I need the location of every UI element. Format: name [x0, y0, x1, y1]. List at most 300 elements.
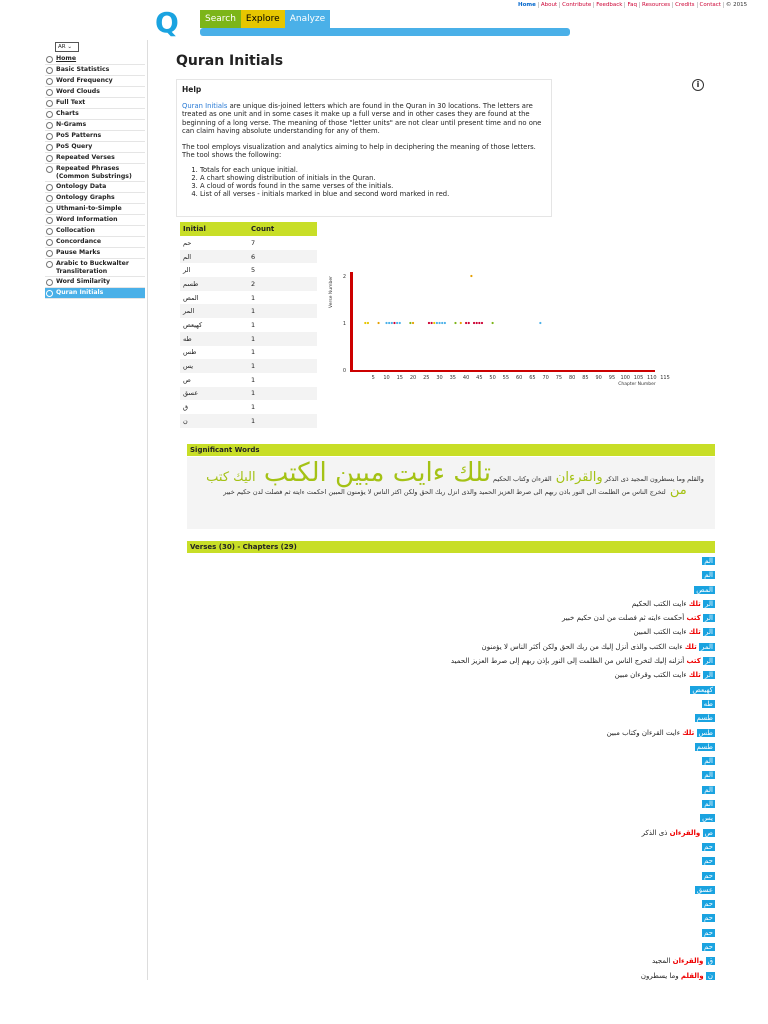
cloud-word: من	[619, 488, 630, 496]
count-cell: 1	[248, 359, 317, 373]
bullet-icon	[46, 279, 53, 286]
cloud-word: ءايت	[384, 458, 445, 488]
verse-row	[187, 597, 715, 611]
sidebar-item-5[interactable]	[45, 109, 145, 120]
verse-row	[187, 883, 715, 897]
x-tick-label: 15	[396, 375, 403, 381]
data-point	[399, 322, 401, 324]
sidebar-item-0[interactable]	[45, 54, 145, 65]
verse-initial: حم	[704, 943, 713, 952]
data-point	[393, 322, 395, 324]
table-row	[180, 346, 317, 360]
initial-cell: المص	[183, 293, 199, 302]
sidebar-item-2[interactable]	[45, 76, 145, 87]
help-paragraph-1	[182, 102, 546, 135]
sidebar-item-label: Word Clouds	[56, 88, 100, 95]
page-title: Quran Initials	[176, 53, 284, 69]
initial-cell: حم	[183, 238, 192, 247]
sidebar-item-label: Word Information	[56, 216, 118, 223]
verse-row	[187, 640, 715, 654]
sidebar-item-label: Arabic to Buckwalter Transliteration	[56, 260, 129, 275]
initial-cell: يس	[180, 359, 248, 373]
verse-row	[187, 625, 715, 639]
language-select-value: AR	[58, 44, 66, 50]
bullet-icon	[46, 206, 53, 213]
verse-row	[187, 683, 715, 697]
top-link-4[interactable]: Faq	[624, 2, 639, 8]
top-link-2[interactable]: Contribute	[559, 2, 593, 8]
verse-initial: الم	[704, 785, 713, 794]
verse-second-word: والقلم	[680, 971, 704, 980]
cloud-word: الذكر	[602, 475, 619, 483]
tab-bar	[200, 28, 570, 36]
sidebar-item-20[interactable]	[45, 288, 145, 299]
cloud-word: لدن	[250, 488, 263, 496]
data-point	[412, 322, 414, 324]
verses-list	[187, 554, 715, 983]
top-link-5[interactable]: Resources	[639, 2, 672, 8]
verse-row	[187, 811, 715, 825]
sidebar-item-17[interactable]	[45, 248, 145, 259]
cloud-word: لتخرج	[647, 488, 666, 496]
verses-header: Verses (30) - Chapters (29)	[187, 541, 715, 553]
bullet-icon	[46, 228, 53, 235]
sidebar-item-label: PoS Query	[56, 143, 93, 150]
data-point	[367, 322, 369, 324]
verse-second-word: تلك	[688, 599, 701, 608]
header-count: Count	[248, 222, 317, 236]
word-cloud	[205, 458, 705, 498]
verse-text: المجيد	[651, 957, 673, 966]
sidebar-item-7[interactable]	[45, 131, 145, 142]
help-list-item: 4. List of all verses - initials marked in blue and second word marked in red.	[200, 190, 546, 198]
verse-initial: المص	[696, 585, 713, 594]
verse-text: ءايت الكتب المبين	[633, 628, 689, 637]
verse-row	[187, 954, 715, 968]
cloud-word: صرط	[514, 488, 532, 496]
initial-cell: الر	[183, 266, 191, 275]
help-list	[182, 166, 546, 198]
initial-cell: طس	[183, 348, 197, 357]
sidebar-item-label: Collocation	[56, 227, 95, 234]
info-icon[interactable]: i	[692, 79, 704, 91]
verse-row	[187, 940, 715, 954]
help-text-1: are unique dis-joined letters which are found in the Quran in 30 locations. The letters are treated as one unit and in some cases it make up a full verse and in other cases they are found at the beginning of a long verse. The meaning of those "letter units" are not clear until present time and no one can claim having absolute understanding for any of them.	[182, 102, 542, 135]
bullet-icon	[46, 166, 53, 173]
y-tick-label: 2	[342, 274, 346, 280]
cloud-word: خبير	[223, 488, 235, 496]
verse-second-word: تلك	[684, 642, 697, 651]
verse-initial: طه	[703, 699, 713, 708]
table-row	[180, 277, 317, 291]
verse-row	[187, 768, 715, 782]
verse-second-word: كتب	[686, 614, 701, 623]
data-point	[396, 322, 398, 324]
cloud-word: ءايته	[290, 488, 305, 496]
data-point	[385, 322, 387, 324]
verse-second-word: كتب	[686, 657, 701, 666]
verse-row	[187, 554, 715, 568]
verse-text: وما يسطرون	[640, 971, 681, 980]
cloud-word: المبين	[326, 488, 345, 496]
data-point	[391, 322, 393, 324]
sidebar-item-label: Charts	[56, 110, 79, 117]
x-tick-label: 20	[409, 375, 417, 381]
cloud-word: ربهم	[542, 488, 557, 496]
x-tick-label: 60	[515, 375, 523, 381]
sidebar-item-18[interactable]	[45, 259, 145, 277]
x-tick-label: 40	[462, 375, 470, 381]
cloud-word: الظلمت	[596, 488, 620, 496]
sidebar-item-6[interactable]	[45, 120, 145, 131]
sidebar	[45, 42, 145, 299]
bullet-icon	[46, 155, 53, 162]
count-cell: 1	[251, 293, 256, 302]
initial-cell: طسم	[180, 277, 248, 291]
bullet-icon	[46, 195, 53, 202]
sidebar-item-label: Quran Initials	[56, 289, 104, 296]
bullet-icon	[46, 111, 53, 118]
data-point	[444, 322, 446, 324]
verse-second-word: تلك	[688, 671, 701, 680]
verse-text: ءايت الكتب والذى أنزل إليك من ربك الحق ولكن أكثر الناس لا يؤمنون	[481, 642, 685, 651]
verse-initial: حم	[704, 871, 713, 880]
sidebar-item-label: Repeated Phrases (Common Substrings)	[56, 165, 132, 180]
sidebar-item-label: Full Text	[56, 99, 86, 106]
x-tick-label: 5	[371, 375, 375, 381]
sidebar-item-label: Ontology Data	[56, 183, 107, 190]
tab-analyze[interactable]: Analyze	[285, 10, 330, 28]
x-tick-label: 90	[595, 375, 602, 381]
sidebar-item-label: Word Similarity	[56, 278, 111, 285]
verse-row	[187, 611, 715, 625]
verse-row	[187, 697, 715, 711]
sidebar-item-label: PoS Patterns	[56, 132, 102, 139]
verse-initial: حم	[704, 928, 713, 937]
cloud-word: وكتاب	[510, 475, 530, 483]
bullet-icon	[46, 122, 53, 129]
x-tick-label: 70	[542, 375, 549, 381]
y-tick-label: 1	[342, 321, 346, 327]
cloud-word: النور	[570, 488, 585, 496]
verse-initial: طسم	[696, 742, 713, 751]
cloud-word: اليك	[229, 470, 256, 485]
sidebar-item-label: Basic Statistics	[56, 66, 110, 73]
verse-initial: الم	[704, 571, 713, 580]
bullet-icon	[46, 144, 53, 151]
y-axis	[350, 272, 353, 370]
cloud-word: الى	[584, 488, 597, 496]
sidebar-item-16[interactable]	[45, 237, 145, 248]
sidebar-item-9[interactable]	[45, 153, 145, 164]
bullet-icon	[46, 89, 53, 96]
sidebar-item-11[interactable]	[45, 182, 145, 193]
top-link-7[interactable]: Contact	[697, 2, 723, 8]
table-row	[180, 236, 317, 250]
verse-initial: حم	[704, 900, 713, 909]
count-cell: 1	[251, 403, 256, 412]
verse-text: ءايت الكتب وقرءان مبين	[614, 671, 689, 680]
table-row	[180, 332, 317, 346]
verse-row	[187, 711, 715, 725]
bullet-icon	[46, 239, 53, 246]
cloud-word: كتب	[206, 470, 230, 485]
cloud-word: والذى	[459, 488, 477, 496]
data-point	[454, 322, 456, 324]
cloud-word: انزل	[445, 488, 460, 496]
cloud-word: مبين	[326, 458, 385, 488]
top-links	[516, 2, 749, 8]
x-tick-label: 45	[476, 375, 483, 381]
sidebar-item-3[interactable]	[45, 87, 145, 98]
tab-search[interactable]: Search	[200, 10, 241, 28]
quran-initials-link[interactable]: Quran Initials	[182, 102, 228, 110]
cloud-word: ولكن	[401, 488, 418, 496]
count-cell: 1	[248, 332, 317, 346]
help-list-item: 2. A chart showing distribution of initials in the Quran.	[200, 174, 546, 182]
verse-initial: حم	[704, 914, 713, 923]
significant-words-header: Significant Words	[187, 444, 715, 456]
data-point	[433, 322, 435, 324]
sidebar-item-label: Concordance	[56, 238, 102, 245]
data-point	[364, 322, 366, 324]
verse-initial: المر	[701, 642, 713, 651]
data-point	[431, 322, 433, 324]
verse-row	[187, 754, 715, 768]
data-point	[460, 322, 462, 324]
cloud-word: تلك	[444, 458, 491, 488]
cloud-word: فصلت	[262, 488, 283, 496]
verse-row	[187, 926, 715, 940]
count-cell: 1	[248, 414, 317, 428]
verse-initial: ص	[704, 828, 713, 837]
table-row	[180, 359, 317, 373]
count-cell: 1	[251, 320, 256, 329]
sidebar-item-13[interactable]	[45, 204, 145, 215]
top-link-3[interactable]: Feedback	[593, 2, 624, 8]
data-point	[478, 322, 480, 324]
cloud-word: الى	[531, 488, 543, 496]
bullet-icon	[46, 250, 53, 257]
initial-cell: كهيعص	[183, 320, 203, 329]
cloud-word: اكثر	[389, 488, 402, 496]
verse-initial: الر	[705, 599, 713, 608]
bullet-icon	[46, 133, 53, 140]
logo[interactable]: Q	[155, 6, 179, 39]
sidebar-item-4[interactable]	[45, 98, 145, 109]
count-cell: 1	[248, 304, 317, 318]
verse-initial: كهيعص	[692, 685, 713, 694]
x-tick-label: 35	[449, 375, 457, 381]
sidebar-divider	[147, 40, 148, 980]
cloud-word: والقرءان	[551, 470, 603, 485]
sidebar-item-19[interactable]	[45, 277, 145, 288]
initial-cell: الم	[180, 250, 248, 264]
x-tick-label: 25	[423, 375, 430, 381]
verse-initial: الم	[704, 557, 713, 565]
cloud-word: يؤمنون	[344, 488, 366, 496]
sidebar-item-label: Repeated Verses	[56, 154, 115, 161]
help-box	[176, 79, 552, 217]
cloud-word: والقلم	[685, 475, 704, 483]
bullet-icon	[46, 67, 53, 74]
bullet-icon	[46, 56, 53, 63]
y-axis-label: Verse Number	[329, 276, 334, 308]
cloud-word: يسطرون	[647, 475, 675, 483]
verse-text: ذى الذكر	[641, 828, 670, 837]
data-point	[539, 322, 541, 324]
data-point	[409, 322, 411, 324]
x-axis	[350, 370, 655, 372]
cloud-word: العزيز	[496, 488, 515, 496]
significant-words-panel	[187, 457, 715, 529]
x-tick-label: 110	[646, 375, 657, 381]
verse-initial: ن	[707, 971, 713, 980]
cloud-word: احكمت	[304, 488, 327, 496]
count-cell: 1	[251, 375, 256, 384]
bullet-icon	[46, 261, 53, 268]
verse-initial: الم	[704, 757, 713, 766]
x-tick-label: 115	[660, 375, 670, 381]
verse-initial: ق	[707, 957, 713, 966]
x-tick-label: 65	[529, 375, 536, 381]
top-link-0[interactable]: Home	[518, 2, 536, 8]
x-tick-label: 105	[633, 375, 644, 381]
sidebar-item-10[interactable]	[45, 164, 145, 182]
verse-row	[187, 654, 715, 668]
initial-cell: ق	[183, 403, 189, 412]
data-point	[481, 322, 483, 324]
top-link-6[interactable]: Credits	[672, 2, 696, 8]
x-tick-label: 80	[568, 375, 576, 381]
x-axis-label: Chapter Number	[618, 382, 656, 387]
language-select[interactable]: AR ⌄	[55, 42, 79, 52]
bullet-icon	[46, 290, 53, 297]
x-tick-label: 50	[489, 375, 496, 381]
tab-explore[interactable]: Explore	[241, 10, 285, 28]
verse-initial: حم	[704, 842, 713, 851]
cloud-word: الناس	[371, 488, 390, 496]
count-cell: 1	[248, 387, 317, 401]
initial-cell: ن	[180, 414, 248, 428]
x-tick-label: 100	[620, 375, 630, 381]
verse-initial: عسق	[696, 885, 713, 894]
verse-row	[187, 668, 715, 682]
verse-row	[187, 740, 715, 754]
table-row	[180, 291, 317, 305]
data-point	[377, 322, 379, 324]
sidebar-item-14[interactable]	[45, 215, 145, 226]
verse-initial: الر	[705, 657, 713, 666]
verse-text: ءايت القرءان وكتاب مبين	[606, 728, 683, 737]
x-tick-label: 55	[502, 375, 510, 381]
verse-row	[187, 783, 715, 797]
cloud-word: من	[665, 483, 687, 498]
sidebar-item-15[interactable]	[45, 226, 145, 237]
data-point	[492, 322, 494, 324]
data-point	[436, 322, 438, 324]
sidebar-item-label: Pause Marks	[56, 249, 101, 256]
cloud-word: الناس	[630, 488, 648, 496]
verse-second-word: والقرءان	[672, 957, 704, 966]
data-point	[441, 322, 443, 324]
table-row	[180, 387, 317, 401]
verse-row	[187, 797, 715, 811]
data-point	[468, 322, 470, 324]
verse-initial: الم	[704, 800, 713, 809]
table-row	[180, 318, 317, 332]
sidebar-item-label: Uthmani-to-Simple	[56, 205, 122, 212]
verse-initial: الر	[705, 628, 713, 637]
verse-text: ءايت الكتب الحكيم	[631, 599, 689, 608]
verse-row	[187, 869, 715, 883]
initials-chart	[322, 268, 670, 390]
verse-text: أحكمت ءايته ثم فصلت من لدن حكيم خبير	[561, 614, 687, 623]
data-point	[476, 322, 478, 324]
count-cell: 5	[251, 266, 256, 275]
verse-second-word: والقرءان	[669, 828, 701, 837]
table-row	[180, 250, 317, 264]
bullet-icon	[46, 100, 53, 107]
x-tick-label: 85	[582, 375, 589, 381]
data-point	[428, 322, 430, 324]
y-tick-label: 0	[342, 368, 346, 374]
x-tick-label: 75	[555, 375, 563, 381]
sidebar-item-8[interactable]	[45, 142, 145, 153]
verse-row	[187, 969, 715, 983]
cloud-word: ربك	[432, 488, 446, 496]
sidebar-item-label: Home	[56, 55, 77, 62]
verse-initial: طسم	[696, 714, 713, 723]
verse-initial: حم	[704, 857, 713, 866]
data-point	[388, 322, 390, 324]
help-list-item: 3. A cloud of words found in the same verses of the initials.	[200, 182, 546, 190]
verse-initial: طس	[698, 728, 713, 737]
cloud-word: باذن	[556, 488, 571, 496]
cloud-word: حكيم	[234, 488, 251, 496]
verse-row	[187, 826, 715, 840]
verse-row	[187, 911, 715, 925]
top-link-1[interactable]: About	[538, 2, 559, 8]
table-row	[180, 373, 317, 387]
x-tick-label: 95	[608, 375, 616, 381]
sidebar-item-label: Ontology Graphs	[56, 194, 115, 201]
count-cell: 2	[248, 277, 317, 291]
sidebar-item-12[interactable]	[45, 193, 145, 204]
verse-second-word: تلك	[688, 628, 701, 637]
bullet-icon	[46, 217, 53, 224]
initial-cell: عسق	[180, 387, 248, 401]
data-point	[438, 322, 440, 324]
count-cell: 7	[251, 238, 256, 247]
cloud-word: ثم	[282, 488, 291, 496]
initial-cell: المر	[180, 304, 248, 318]
cloud-word: لا	[365, 488, 372, 496]
cloud-word: المجيد	[628, 475, 648, 483]
bullet-icon	[46, 78, 53, 85]
sidebar-item-1[interactable]	[45, 65, 145, 76]
x-tick-label: 30	[436, 375, 443, 381]
x-tick-label: 10	[383, 375, 390, 381]
verse-initial: يس	[702, 814, 713, 823]
verse-initial: الر	[705, 614, 713, 623]
count-cell: 6	[248, 250, 317, 264]
verse-row	[187, 840, 715, 854]
bullet-icon	[46, 184, 53, 191]
verse-text: أنزلنه إليك لتخرج الناس من الظلمت إلى النور بإذن ربهم إلى صرط العزيز الحميد	[450, 657, 687, 666]
verse-initial: الم	[704, 771, 713, 780]
table-row	[180, 304, 317, 318]
